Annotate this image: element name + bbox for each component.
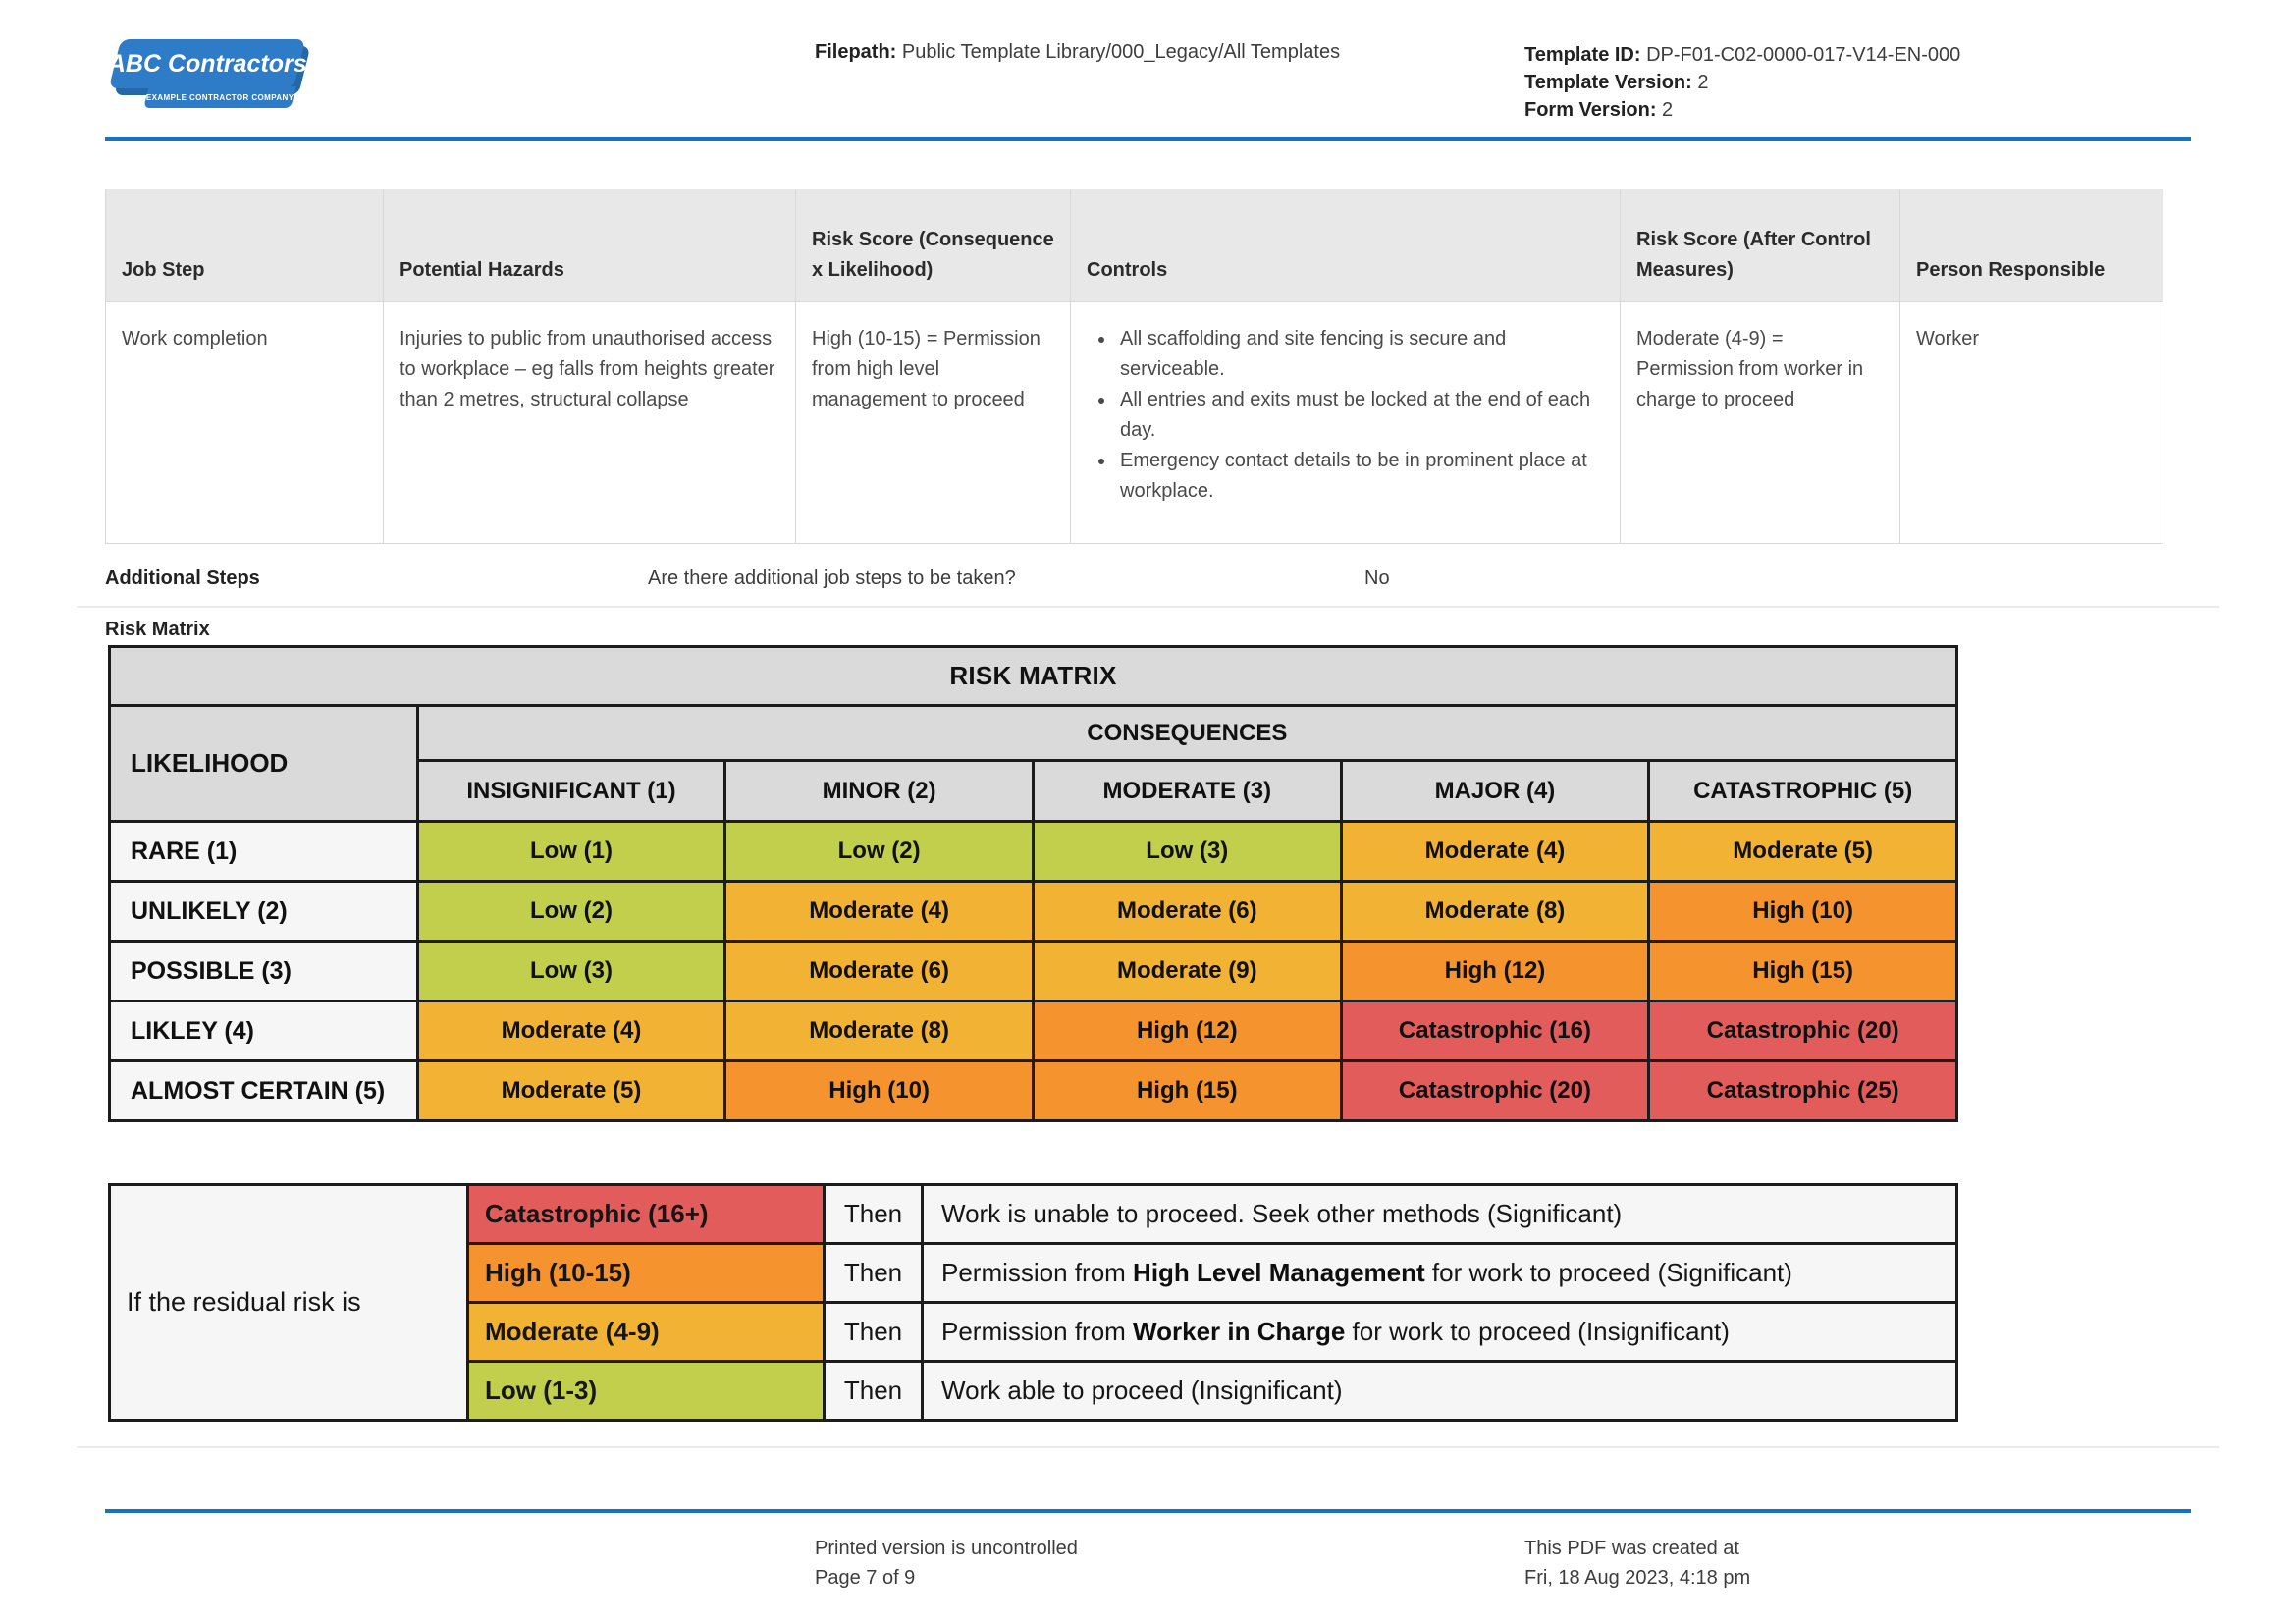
matrix-cell: Catastrophic (20)	[1341, 1061, 1649, 1121]
template-version-value: 2	[1697, 72, 1709, 93]
template-id-line	[1524, 41, 1960, 69]
matrix-cell: High (10)	[1649, 882, 1957, 942]
matrix-title: RISK MATRIX	[110, 647, 1957, 706]
template-id-value: DP-F01-C02-0000-017-V14-EN-000	[1646, 44, 1961, 66]
matrix-cell: High (12)	[1033, 1001, 1341, 1061]
residual-result-emphasis: Worker in Charge	[1133, 1317, 1346, 1346]
likelihood-row-label: ALMOST CERTAIN (5)	[110, 1061, 418, 1121]
consequence-column-header: INSIGNIFICANT (1)	[417, 761, 725, 822]
template-meta	[1524, 41, 1960, 124]
residual-then-label: Then	[825, 1303, 923, 1362]
form-version-label: Form Version:	[1524, 99, 1657, 121]
likelihood-row-label: UNLIKELY (2)	[110, 882, 418, 942]
matrix-cell: Low (2)	[725, 822, 1034, 882]
matrix-cell: Moderate (9)	[1033, 942, 1341, 1001]
consequence-column-header: MINOR (2)	[725, 761, 1034, 822]
residual-result	[923, 1185, 1957, 1244]
job-table-column-header: Risk Score (Consequence x Likelihood)	[796, 189, 1071, 302]
residual-risk-cell: Catastrophic (16+)	[468, 1185, 825, 1244]
consequences-header: CONSEQUENCES	[417, 706, 1956, 761]
matrix-title-row	[110, 647, 1957, 706]
matrix-cell: High (15)	[1033, 1061, 1341, 1121]
matrix-cell: Moderate (6)	[1033, 882, 1341, 942]
matrix-row	[110, 822, 1957, 882]
control-item: • All scaffolding and site fencing is secure and serviceable.	[1116, 324, 1604, 385]
form-version-value: 2	[1662, 99, 1674, 121]
logo-title: ABC Contractors	[107, 49, 307, 78]
matrix-cell: Moderate (8)	[725, 1001, 1034, 1061]
matrix-cell: Moderate (5)	[1649, 822, 1957, 882]
likelihood-row-label: POSSIBLE (3)	[110, 942, 418, 1001]
job-table-column-header: Risk Score (After Control Measures)	[1621, 189, 1900, 302]
risk-matrix-table	[108, 645, 1958, 1122]
template-version-label: Template Version:	[1524, 72, 1692, 93]
residual-risk-cell: High (10-15)	[468, 1244, 825, 1303]
matrix-cell: Catastrophic (20)	[1649, 1001, 1957, 1061]
section-divider	[77, 606, 2219, 608]
person-responsible-cell: Worker	[1900, 302, 2163, 544]
job-step-cell: Work completion	[106, 302, 384, 544]
additional-steps-row	[105, 568, 2163, 597]
residual-result	[923, 1362, 1957, 1421]
likelihood-row-label: RARE (1)	[110, 822, 418, 882]
form-version-line	[1524, 96, 1960, 124]
job-table-column-header: Job Step	[106, 189, 384, 302]
residual-risk-label: If the residual risk is	[110, 1185, 468, 1421]
logo-subtitle: EXAMPLE CONTRACTOR COMPANY	[145, 92, 294, 102]
footer-divider	[105, 1509, 2191, 1513]
residual-then-label: Then	[825, 1244, 923, 1303]
matrix-cell: Low (2)	[417, 882, 725, 942]
likelihood-row-label: LIKLEY (4)	[110, 1001, 418, 1061]
residual-row	[110, 1185, 1957, 1244]
control-item: • Emergency contact details to be in prominent place at workplace.	[1116, 446, 1604, 507]
filepath-value: Public Template Library/000_Legacy/All Templates	[901, 41, 1341, 63]
residual-risk-cell: Moderate (4-9)	[468, 1303, 825, 1362]
risk-score-cell: High (10-15) = Permission from high level management to proceed	[796, 302, 1071, 544]
matrix-cell: Moderate (4)	[417, 1001, 725, 1061]
residual-result-text: for work to proceed (Insignificant)	[1345, 1317, 1730, 1346]
matrix-cell: Moderate (4)	[725, 882, 1034, 942]
controls-cell	[1071, 302, 1621, 544]
matrix-cell: Moderate (6)	[725, 942, 1034, 1001]
matrix-cell: High (15)	[1649, 942, 1957, 1001]
matrix-cell: Catastrophic (16)	[1341, 1001, 1649, 1061]
matrix-cell: Moderate (5)	[417, 1061, 725, 1121]
residual-result-text: for work to proceed (Significant)	[1424, 1258, 1792, 1287]
residual-risk-cell: Low (1-3)	[468, 1362, 825, 1421]
matrix-cell: High (12)	[1341, 942, 1649, 1001]
residual-then-label: Then	[825, 1362, 923, 1421]
controls-list	[1116, 324, 1604, 507]
residual-then-label: Then	[825, 1185, 923, 1244]
consequence-column-header: MODERATE (3)	[1033, 761, 1341, 822]
logo-banner	[109, 39, 305, 88]
template-id-label: Template ID:	[1524, 44, 1641, 66]
matrix-cell: High (10)	[725, 1061, 1034, 1121]
control-item: • All entries and exits must be locked at the end of each day.	[1116, 385, 1604, 446]
residual-result-text: Work able to proceed (Insignificant)	[941, 1376, 1343, 1405]
job-step-table	[105, 189, 2163, 544]
footer-created-timestamp: Fri, 18 Aug 2023, 4:18 pm	[1524, 1567, 1751, 1589]
matrix-cell: Moderate (8)	[1341, 882, 1649, 942]
residual-result-text: Permission from	[941, 1317, 1134, 1346]
matrix-row	[110, 1001, 1957, 1061]
additional-steps-answer: No	[1364, 568, 1390, 589]
filepath	[815, 41, 1340, 64]
matrix-row	[110, 882, 1957, 942]
consequence-column-header: CATASTROPHIC (5)	[1649, 761, 1957, 822]
matrix-cell: Low (3)	[417, 942, 725, 1001]
footer-section-divider	[77, 1446, 2219, 1448]
risk-score-after-cell: Moderate (4-9) = Permission from worker in charge to proceed	[1621, 302, 1900, 544]
footer-page-number: Page 7 of 9	[815, 1567, 916, 1589]
matrix-cell: Low (1)	[417, 822, 725, 882]
company-logo	[105, 35, 331, 118]
logo-subtitle-band	[143, 86, 295, 108]
potential-hazards-cell: Injuries to public from unauthorised access to workplace – eg falls from heights greater than 2 metres, structural collapse	[384, 302, 796, 544]
residual-risk-table	[108, 1183, 1958, 1422]
matrix-row	[110, 1061, 1957, 1121]
matrix-consequences-row	[110, 706, 1957, 761]
job-table-column-header: Person Responsible	[1900, 189, 2163, 302]
header-divider	[105, 137, 2191, 141]
footer-right	[1524, 1534, 1750, 1593]
additional-steps-question: Are there additional job steps to be taken?	[648, 568, 1016, 589]
matrix-cell: Moderate (4)	[1341, 822, 1649, 882]
footer-created-label: This PDF was created at	[1524, 1538, 1739, 1559]
additional-steps-label: Additional Steps	[105, 568, 260, 589]
likelihood-header: LIKELIHOOD	[110, 706, 418, 822]
job-table-column-header: Potential Hazards	[384, 189, 796, 302]
filepath-label: Filepath:	[815, 41, 897, 63]
consequence-column-header: MAJOR (4)	[1341, 761, 1649, 822]
template-version-line	[1524, 69, 1960, 96]
matrix-cell: Low (3)	[1033, 822, 1341, 882]
risk-matrix-section-label: Risk Matrix	[105, 619, 210, 640]
job-table-header-row	[106, 189, 2163, 302]
matrix-cell: Catastrophic (25)	[1649, 1061, 1957, 1121]
residual-result	[923, 1244, 1957, 1303]
footer-left	[815, 1534, 1078, 1593]
residual-result	[923, 1303, 1957, 1362]
footer-uncontrolled-note: Printed version is uncontrolled	[815, 1538, 1078, 1559]
matrix-row	[110, 942, 1957, 1001]
residual-result-emphasis: High Level Management	[1133, 1258, 1425, 1287]
job-table-column-header: Controls	[1071, 189, 1621, 302]
job-table-row	[106, 302, 2163, 544]
residual-result-text: Permission from	[941, 1258, 1134, 1287]
residual-result-text: Work is unable to proceed. Seek other methods (Significant)	[941, 1199, 1623, 1228]
